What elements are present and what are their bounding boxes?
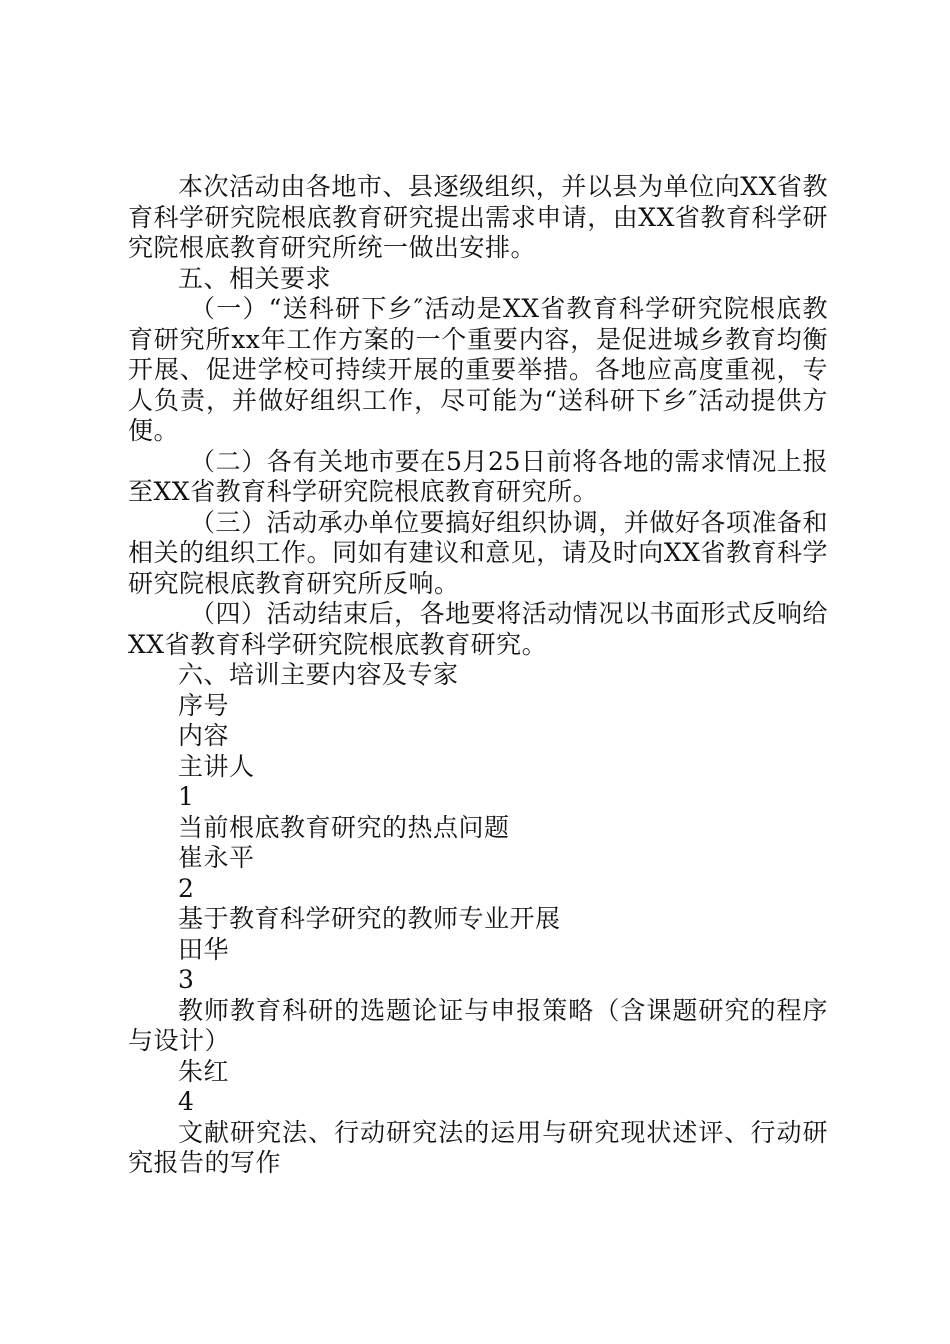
table-header-number: 序号: [178, 690, 230, 720]
table-header-content: 内容: [178, 721, 230, 750]
document-body: [128, 172, 828, 1179]
table-cell-speaker: 田华: [178, 934, 230, 964]
table-cell-speaker: 崔永平: [178, 843, 255, 872]
paragraph-requirement-2: （二）各有关地市要在5月25日前将各地的需求情况上报至XX省教育科学研究院根底教育研究所。: [128, 446, 828, 506]
section-heading-training: 六、培训主要内容及专家: [178, 660, 459, 689]
table-cell-number: 3: [178, 965, 195, 994]
table-cell-number: 4: [178, 1087, 195, 1116]
table-cell-content: 当前根底教育研究的热点问题: [178, 812, 510, 842]
paragraph-requirement-4: （四）活动结束后，各地要将活动情况以书面形式反响给XX省教育科学研究院根底教育研究。: [128, 599, 828, 659]
table-cell-speaker: 朱红: [178, 1056, 230, 1086]
table-header-speaker: 主讲人: [178, 751, 255, 781]
paragraph-requirement-3: （三）活动承办单位要搞好组织协调，并做好各项准备和相关的组织工作。同如有建议和意见，请及时向XX省教育科学研究院根底教育研究所反响。: [128, 507, 828, 598]
table-cell-number: 2: [178, 873, 195, 903]
paragraph-requirement-1: （一）“送科研下乡″活动是XX省教育科学研究院根底教育研究所xx年工作方案的一个重要内容，是促进城乡教育均衡开展、促进学校可持续开展的重要举措。各地应高度重视，专人负责，并做好组织工作，尽可能为“送科研下乡″活动提供方便。: [128, 294, 828, 445]
table-cell-content: 文献研究法、行动研究法的运用与研究现状述评、行动研究报告的写作: [128, 1117, 828, 1177]
table-cell-content: 教师教育科研的选题论证与申报策略（含课题研究的程序与设计）: [128, 995, 828, 1055]
section-heading-requirements: 五、相关要求: [178, 263, 332, 293]
table-cell-number: 1: [178, 782, 195, 811]
table-cell-content: 基于教育科学研究的教师专业开展: [178, 904, 561, 933]
paragraph-activity-organization: 本次活动由各地市、县逐级组织，并以县为单位向XX省教育科学研究院根底教育研究提出需求申请，由XX省教育科学研究院根底教育研究所统一做出安排。: [128, 172, 828, 262]
